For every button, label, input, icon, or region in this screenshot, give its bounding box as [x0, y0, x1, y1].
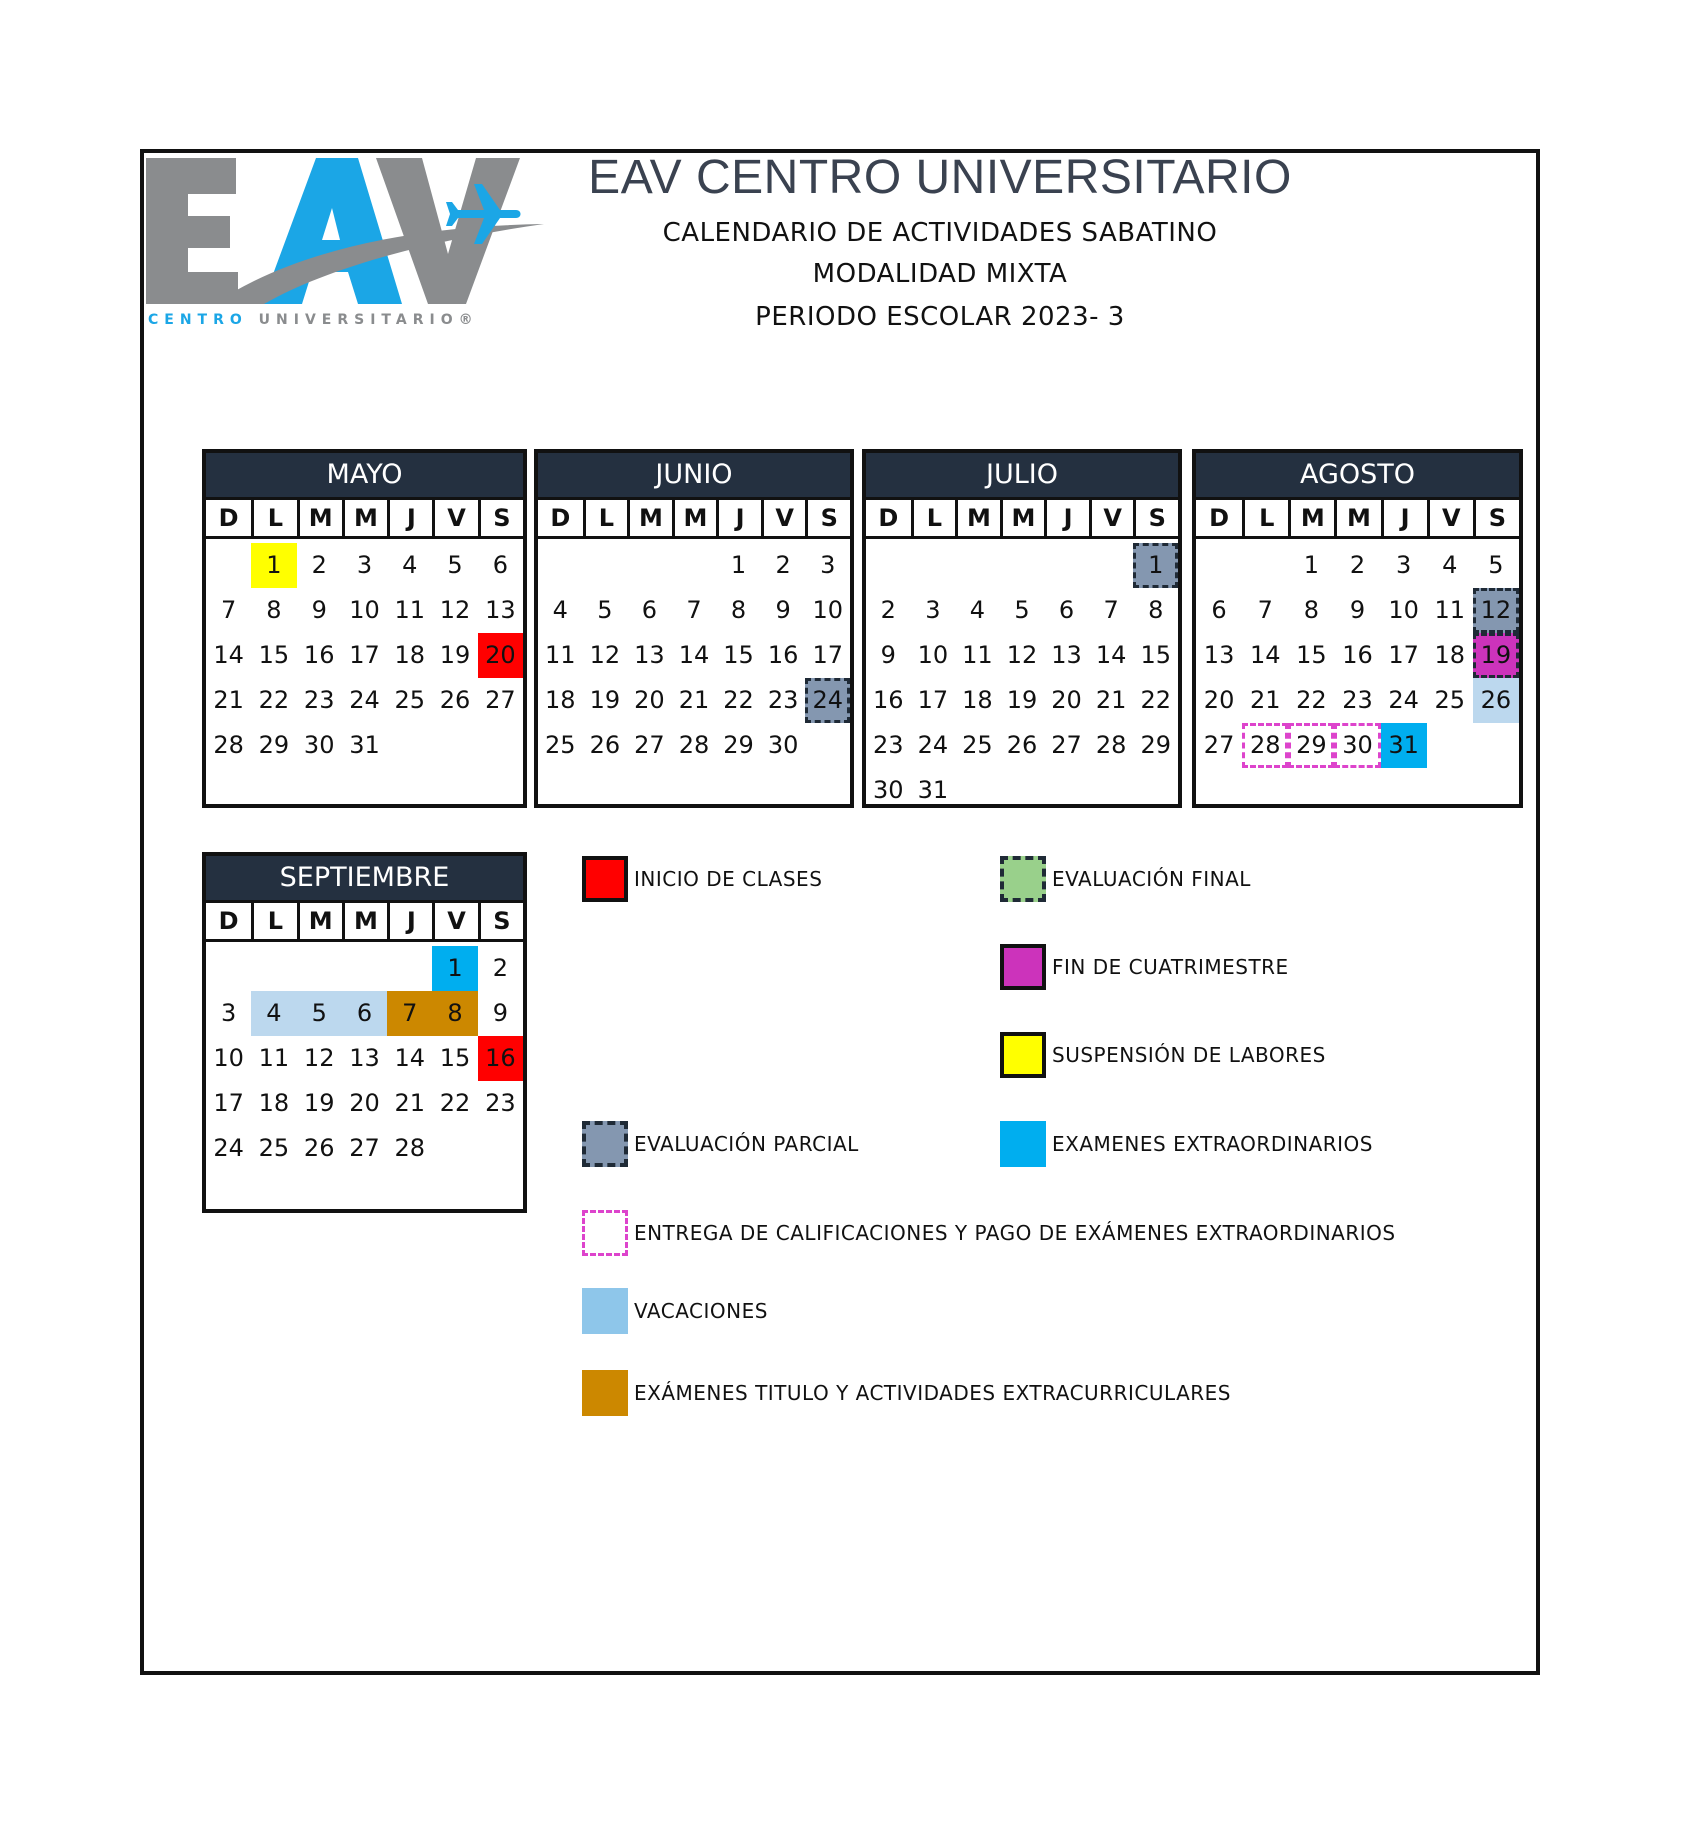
page-title: EAV CENTRO UNIVERSITARIO — [588, 151, 1292, 204]
legend-label-entrega: ENTREGA DE CALIFICACIONES Y PAGO DE EXÁMENES EXTRAORDINARIOS — [634, 1221, 1396, 1245]
legend-swatch-gray — [582, 1121, 628, 1167]
legend-label-extraordinarios: EXAMENES EXTRAORDINARIOS — [1052, 1132, 1373, 1156]
weekday-row — [1196, 497, 1519, 539]
legend-swatch-blue — [1000, 1121, 1046, 1167]
day-cell: 12 — [1473, 588, 1519, 633]
day-cell: 25 — [394, 686, 426, 714]
empty-cell — [297, 946, 342, 991]
day-cell: 14 — [394, 1044, 426, 1072]
day-cell: 5 — [597, 596, 613, 624]
day-cell: 28 — [1242, 723, 1288, 768]
day-cell: 25 — [545, 731, 576, 759]
weekday-label: S — [478, 500, 523, 536]
day-cell: 6 — [1211, 596, 1227, 624]
day-cell: 16 — [303, 641, 335, 669]
day-cell: 8 — [1303, 596, 1319, 624]
month-junio — [534, 449, 854, 808]
legend-swatch-red — [582, 856, 628, 902]
day-cell: 3 — [925, 596, 941, 624]
day-cell: 21 — [1249, 686, 1281, 714]
day-cell: 19 — [439, 641, 471, 669]
month-septiembre — [202, 852, 527, 1213]
day-cell: 9 — [492, 999, 508, 1027]
day-cell: 17 — [1388, 641, 1419, 669]
weekday-label: V — [761, 500, 806, 536]
day-cell: 21 — [394, 1089, 426, 1117]
day-cell: 5 — [447, 551, 463, 579]
day-cell: 11 — [545, 641, 576, 669]
weekday-label: M — [297, 500, 342, 536]
month-mayo — [202, 449, 527, 808]
weekday-label: M — [955, 500, 1000, 536]
day-cell: 21 — [1095, 686, 1127, 714]
weekday-label: D — [218, 504, 239, 532]
day-cell: 9 — [311, 596, 327, 624]
day-cell: 15 — [723, 641, 754, 669]
day-grid — [206, 942, 523, 1171]
day-cell: 9 — [880, 641, 896, 669]
day-cell: 27 — [1051, 731, 1082, 759]
day-cell: 28 — [1095, 731, 1127, 759]
day-cell: 2 — [880, 596, 896, 624]
day-cell: 4 — [969, 596, 986, 624]
weekday-label: L — [251, 500, 296, 536]
subtitle-period: PERIODO ESCOLAR 2023- 3 — [755, 302, 1125, 332]
weekday-label: J — [716, 500, 761, 536]
day-cell: 7 — [1103, 596, 1119, 624]
empty-cell — [1000, 543, 1045, 588]
day-cell: 6 — [1058, 596, 1075, 624]
empty-cell — [911, 543, 956, 588]
day-cell: 12 — [589, 641, 621, 669]
day-cell: 4 — [1442, 551, 1458, 579]
day-cell: 27 — [349, 1134, 380, 1162]
weekday-label: L — [911, 500, 956, 536]
day-cell: 2 — [492, 954, 508, 982]
day-cell: 5 — [1014, 596, 1030, 624]
day-cell: 25 — [258, 1134, 290, 1162]
weekday-label: M — [1288, 500, 1334, 536]
weekday-label: D — [1209, 504, 1230, 532]
day-cell: 30 — [873, 776, 904, 804]
day-cell: 17 — [812, 641, 843, 669]
legend-suspension — [1000, 1032, 1326, 1078]
day-cell: 11 — [258, 1044, 290, 1072]
day-grid — [206, 539, 523, 768]
day-cell: 18 — [258, 1089, 290, 1117]
weekday-row — [206, 497, 523, 539]
empty-cell — [387, 946, 432, 991]
day-cell: 8 — [730, 596, 747, 624]
empty-cell — [627, 543, 672, 588]
day-cell: 21 — [213, 686, 244, 714]
weekday-label: S — [1133, 500, 1178, 536]
day-cell: 13 — [485, 596, 516, 624]
day-cell: 27 — [485, 686, 516, 714]
weekday-label: V — [432, 903, 477, 939]
legend-label-vacaciones: VACACIONES — [634, 1299, 768, 1323]
day-cell: 20 — [478, 633, 523, 678]
day-cell: 12 — [439, 596, 471, 624]
empty-cell — [538, 543, 583, 588]
day-cell: 6 — [641, 596, 658, 624]
legend-swatch-yellow — [1000, 1032, 1046, 1078]
day-cell: 24 — [917, 731, 949, 759]
day-cell: 13 — [634, 641, 665, 669]
weekday-label: S — [478, 903, 523, 939]
weekday-label: S — [805, 500, 850, 536]
empty-cell — [206, 543, 251, 588]
logo-tagline-b: UNIVERSITARIO® — [258, 312, 479, 328]
day-cell: 8 — [1148, 596, 1164, 624]
month-header: JUNIO — [538, 453, 850, 497]
day-cell: 5 — [297, 991, 342, 1036]
empty-cell — [583, 543, 628, 588]
weekday-label: L — [583, 500, 628, 536]
day-cell: 19 — [303, 1089, 335, 1117]
day-cell: 22 — [258, 686, 290, 714]
day-cell: 14 — [678, 641, 710, 669]
day-cell: 7 — [686, 596, 702, 624]
weekday-label: D — [878, 504, 899, 532]
day-cell: 24 — [213, 1134, 244, 1162]
month-header: JULIO — [866, 453, 1178, 497]
day-cell: 7 — [387, 991, 432, 1036]
day-cell: 20 — [634, 686, 665, 714]
day-cell: 6 — [492, 551, 508, 579]
day-cell: 26 — [1473, 678, 1519, 723]
empty-cell — [206, 946, 251, 991]
logo — [144, 154, 544, 344]
day-cell: 23 — [485, 1089, 516, 1117]
legend-inicio — [582, 856, 822, 902]
day-cell: 24 — [805, 678, 850, 723]
weekday-label: V — [1427, 500, 1473, 536]
day-cell: 27 — [1203, 731, 1235, 759]
day-cell: 28 — [678, 731, 710, 759]
day-cell: 14 — [1095, 641, 1127, 669]
empty-cell — [1242, 543, 1288, 588]
day-cell: 11 — [1434, 596, 1466, 624]
legend-label-inicio: INICIO DE CLASES — [634, 867, 823, 891]
weekday-label: M — [627, 500, 672, 536]
day-cell: 8 — [266, 596, 282, 624]
legend-parcial — [582, 1121, 859, 1167]
day-cell: 18 — [394, 641, 426, 669]
empty-cell — [1044, 543, 1089, 588]
day-cell: 3 — [221, 999, 237, 1027]
legend-swatch-pink — [582, 1210, 628, 1256]
legend-fin — [1000, 944, 1289, 990]
day-cell: 30 — [303, 731, 335, 759]
day-cell: 2 — [775, 551, 791, 579]
empty-cell — [672, 543, 717, 588]
legend-swatch-green — [1000, 856, 1046, 902]
day-cell: 26 — [303, 1134, 335, 1162]
day-cell: 28 — [394, 1134, 426, 1162]
day-cell: 10 — [917, 641, 949, 669]
empty-cell — [1089, 543, 1134, 588]
day-cell: 16 — [478, 1036, 523, 1081]
day-cell: 6 — [342, 991, 387, 1036]
day-cell: 29 — [1288, 723, 1334, 768]
weekday-label: S — [1473, 500, 1519, 536]
day-cell: 4 — [251, 991, 296, 1036]
day-cell: 31 — [349, 731, 380, 759]
weekday-label: J — [387, 500, 432, 536]
legend-label-evaluacion-final: EVALUACIÓN FINAL — [1052, 867, 1251, 891]
day-cell: 22 — [1140, 686, 1171, 714]
empty-cell — [955, 543, 1000, 588]
day-cell: 1 — [1303, 551, 1319, 579]
day-cell: 5 — [1488, 551, 1504, 579]
day-cell: 1 — [251, 543, 296, 588]
day-cell: 15 — [439, 1044, 471, 1072]
day-cell: 31 — [917, 776, 949, 804]
day-cell: 20 — [1051, 686, 1082, 714]
day-cell: 17 — [213, 1089, 244, 1117]
day-cell: 12 — [303, 1044, 335, 1072]
day-cell: 13 — [1203, 641, 1235, 669]
weekday-row — [866, 497, 1178, 539]
day-cell: 29 — [1140, 731, 1171, 759]
day-cell: 11 — [962, 641, 993, 669]
legend-label-fin: FIN DE CUATRIMESTRE — [1052, 955, 1289, 979]
day-cell: 24 — [1388, 686, 1419, 714]
weekday-label: J — [387, 903, 432, 939]
day-cell: 10 — [812, 596, 843, 624]
day-cell: 16 — [873, 686, 904, 714]
day-cell: 18 — [1434, 641, 1466, 669]
legend-vacaciones — [582, 1288, 768, 1334]
day-cell: 28 — [213, 731, 244, 759]
day-grid — [866, 539, 1178, 813]
legend-swatch-light — [582, 1288, 628, 1334]
day-cell: 17 — [349, 641, 380, 669]
day-cell: 16 — [1342, 641, 1373, 669]
day-cell: 10 — [1388, 596, 1419, 624]
day-cell: 13 — [1051, 641, 1082, 669]
day-cell: 2 — [311, 551, 327, 579]
day-cell: 12 — [1006, 641, 1038, 669]
day-cell: 4 — [402, 551, 418, 579]
month-header: MAYO — [206, 453, 523, 497]
legend-label-titulo: EXÁMENES TITULO Y ACTIVIDADES EXTRACURRICULARES — [634, 1381, 1231, 1405]
day-cell: 16 — [767, 641, 799, 669]
day-cell: 22 — [1296, 686, 1327, 714]
month-header: SEPTIEMBRE — [206, 856, 523, 900]
day-cell: 23 — [873, 731, 904, 759]
day-cell: 20 — [349, 1089, 380, 1117]
day-cell: 26 — [439, 686, 471, 714]
day-cell: 30 — [1334, 723, 1380, 768]
day-cell: 14 — [213, 641, 244, 669]
day-grid — [1196, 539, 1519, 768]
day-cell: 31 — [1381, 723, 1427, 768]
day-cell: 23 — [767, 686, 799, 714]
subtitle-modality: MODALIDAD MIXTA — [812, 259, 1068, 289]
day-cell: 30 — [767, 731, 799, 759]
legend-titulo — [582, 1370, 1231, 1416]
day-cell: 2 — [1349, 551, 1366, 579]
subtitle-calendar: CALENDARIO DE ACTIVIDADES SABATINO — [662, 218, 1218, 248]
day-cell: 25 — [1434, 686, 1466, 714]
day-cell: 25 — [962, 731, 993, 759]
day-cell: 13 — [349, 1044, 380, 1072]
day-cell: 1 — [1133, 543, 1178, 588]
weekday-label: L — [251, 903, 296, 939]
month-agosto — [1192, 449, 1523, 808]
empty-cell — [251, 946, 296, 991]
weekday-label: V — [1089, 500, 1134, 536]
day-cell: 19 — [1006, 686, 1038, 714]
empty-cell — [342, 946, 387, 991]
empty-cell — [866, 543, 911, 588]
month-julio — [862, 449, 1182, 808]
weekday-label: M — [297, 903, 342, 939]
day-cell: 8 — [432, 991, 477, 1036]
day-cell: 14 — [1249, 641, 1281, 669]
day-cell: 24 — [349, 686, 380, 714]
day-cell: 26 — [1006, 731, 1038, 759]
legend-label-parcial: EVALUACIÓN PARCIAL — [634, 1132, 859, 1156]
legend-entrega — [582, 1210, 1396, 1256]
day-cell: 3 — [1395, 551, 1412, 579]
logo-tagline-a: CENTRO — [148, 312, 248, 328]
weekday-label: J — [1381, 500, 1427, 536]
day-cell: 10 — [349, 596, 380, 624]
day-cell: 15 — [258, 641, 290, 669]
day-cell: 1 — [432, 946, 477, 991]
weekday-label: M — [1000, 500, 1045, 536]
day-cell: 7 — [1257, 596, 1273, 624]
day-cell: 21 — [678, 686, 710, 714]
weekday-label: D — [218, 907, 239, 935]
legend-swatch-orange — [582, 1370, 628, 1416]
legend-extraordinarios — [1000, 1121, 1373, 1167]
empty-cell — [1196, 543, 1242, 588]
day-cell: 18 — [962, 686, 993, 714]
day-cell: 1 — [730, 551, 747, 579]
day-cell: 3 — [356, 551, 373, 579]
weekday-label: L — [1242, 500, 1288, 536]
weekday-label: V — [432, 500, 477, 536]
weekday-label: M — [342, 903, 387, 939]
weekday-label: M — [342, 500, 387, 536]
day-cell: 11 — [394, 596, 426, 624]
weekday-label: J — [1044, 500, 1089, 536]
day-cell: 20 — [1203, 686, 1235, 714]
day-cell: 18 — [545, 686, 576, 714]
day-cell: 22 — [439, 1089, 471, 1117]
day-cell: 27 — [634, 731, 665, 759]
day-cell: 29 — [258, 731, 290, 759]
weekday-label: M — [1334, 500, 1380, 536]
legend-swatch-magenta — [1000, 944, 1046, 990]
logo-mark-icon — [144, 154, 544, 314]
weekday-label: M — [672, 500, 717, 536]
day-cell: 26 — [589, 731, 621, 759]
day-cell: 7 — [221, 596, 237, 624]
day-cell: 9 — [1349, 596, 1366, 624]
weekday-row — [538, 497, 850, 539]
day-cell: 17 — [917, 686, 949, 714]
logo-tagline — [148, 312, 479, 328]
day-grid — [538, 539, 850, 768]
legend-evaluacion-final — [1000, 856, 1251, 902]
day-cell: 23 — [303, 686, 335, 714]
day-cell: 19 — [1473, 633, 1519, 678]
day-cell: 22 — [723, 686, 754, 714]
day-cell: 19 — [589, 686, 621, 714]
day-cell: 23 — [1342, 686, 1373, 714]
month-header: AGOSTO — [1196, 453, 1519, 497]
day-cell: 9 — [775, 596, 791, 624]
day-cell: 4 — [552, 596, 568, 624]
weekday-row — [206, 900, 523, 942]
day-cell: 3 — [820, 551, 836, 579]
day-cell: 15 — [1296, 641, 1327, 669]
weekday-label: D — [550, 504, 571, 532]
legend-label-suspension: SUSPENSIÓN DE LABORES — [1052, 1043, 1326, 1067]
day-cell: 29 — [723, 731, 754, 759]
day-cell: 15 — [1140, 641, 1171, 669]
day-cell: 10 — [213, 1044, 244, 1072]
